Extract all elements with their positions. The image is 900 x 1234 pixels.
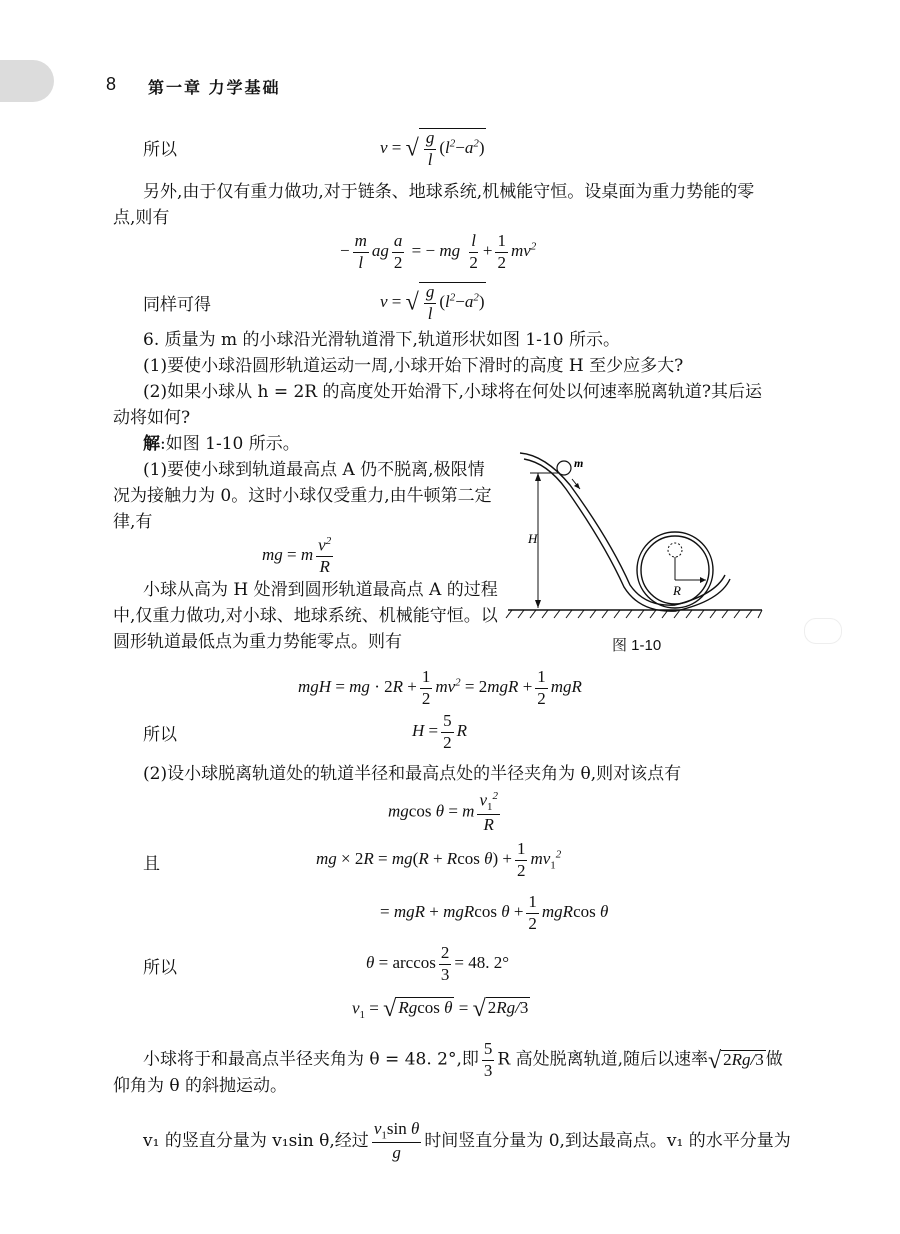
label-tongyang: 同样可得 xyxy=(143,295,211,315)
label-R: R xyxy=(673,583,681,598)
label-H: H xyxy=(528,531,538,546)
equation-energy-2: mg × 2R = mg(R + Rcos θ) + $\frac{1}{2}$ $mv_1^2$ xyxy=(316,839,562,880)
solution-rest: :如图 1-10 所示。 xyxy=(160,434,300,454)
text-line-last xyxy=(143,1120,791,1163)
H-arrow-bottom xyxy=(535,600,541,608)
question-1: (1)要使小球沿圆形轨道运动一周,小球开始下滑时的高度 H 至少应多大? xyxy=(143,356,684,376)
text-line: (2)设小球脱离轨道处的轨道半径和最高点处的半径夹角为 θ,则对该点有 xyxy=(143,764,682,784)
text-line: 另外,由于仅有重力做功,对于链条、地球系统,机械能守恒。设桌面为重力势能的零 xyxy=(143,182,755,202)
question-2b: 动将如何? xyxy=(113,408,191,428)
ground-hatch xyxy=(506,610,762,618)
label-qie: 且 xyxy=(143,854,160,874)
solution-intro xyxy=(143,436,300,453)
page-number: 8 xyxy=(106,74,117,94)
last-pre: v₁ 的竖直分量为 v₁sin θ,经过 xyxy=(143,1131,369,1152)
equation-newton: mg = m $\frac{v^2}{R}$ xyxy=(262,535,332,577)
text-line-conclusion xyxy=(143,1040,783,1080)
equation-v2: v = √ $\frac{g}{l}$ $(l^2-a^2)$ xyxy=(380,282,485,323)
text-line: 圆形轨道最低点为重力势能零点。则有 xyxy=(113,632,402,652)
radius-arrowhead xyxy=(700,577,706,583)
conclusion-pre: 小球将于和最高点半径夹角为 θ = 48. 2°,即 xyxy=(143,1049,479,1070)
frac-5-3: $\frac{5}{3}$ xyxy=(483,1039,493,1080)
label-suoyi-1: 所以 xyxy=(143,140,177,160)
text-line: (1)要使小球到轨道最高点 A 仍不脱离,极限情 xyxy=(143,460,485,480)
ball-dashed xyxy=(668,543,682,557)
text-line: 律,有 xyxy=(113,512,153,532)
label-suoyi-3: 所以 xyxy=(143,958,177,978)
motion-arrowhead xyxy=(574,483,580,489)
text-line: 况为接触力为 0。这时小球仅受重力,由牛顿第二定 xyxy=(113,486,492,506)
equation-theta: θ = arccos $\frac{2}{3}$ = 48. 2° xyxy=(366,943,510,984)
label-suoyi-2: 所以 xyxy=(143,725,177,745)
track-inner xyxy=(524,459,730,611)
text-line: 中,仅重力做功,对小球、地球系统、机械能守恒。以 xyxy=(113,606,498,626)
equation-v1: v = √ $\frac{g}{l}$ $(l^2-a^2)$ xyxy=(380,128,485,169)
H-arrow-top xyxy=(535,473,541,481)
frac-time: $\frac{v_1\sin \theta}{g}$ xyxy=(373,1119,420,1163)
equation-H: H = $\frac{5}{2}$ R xyxy=(412,711,468,752)
last-post: 时间竖直分量为 0,到达最高点。v₁ 的水平分量为 xyxy=(424,1131,791,1152)
watermark-logo xyxy=(804,618,842,644)
question-2a: (2)如果小球从 h = 2R 的高度处开始滑下,小球将在何处以何速率脱离轨道?其后运 xyxy=(143,382,763,402)
header-tab xyxy=(0,60,54,102)
label-m: m xyxy=(574,456,584,470)
equation-mgH: mgH = mg · 2R + $\frac{1}{2}$ $mv^2 = 2mgR$ + $\frac{1}{2}$ mgR xyxy=(298,667,582,708)
problem-6: 6. 质量为 m 的小球沿光滑轨道滑下,轨道形状如图 1-10 所示。 xyxy=(143,330,620,350)
text-line: 点,则有 xyxy=(113,208,170,228)
figure-caption: 图 1-10 xyxy=(612,637,662,654)
equation-v1: $v_1$ = √ Rgcos θ = √ 2Rg/3 xyxy=(352,996,529,1022)
equation-cos: mgcos θ = m $\frac{v_1^2}{R}$ xyxy=(388,790,498,835)
text-line: 小球从高为 H 处滑到圆形轨道最高点 A 的过程 xyxy=(143,580,498,600)
equation-energy: − $\frac{m}{l}$ ag $\frac{a}{2}$ = − mg $\frac{l}{2}$ + $\frac{1}{2}$ $mv^2$ xyxy=(340,231,537,272)
solution-bold: 解 xyxy=(143,434,160,454)
conclusion-post: R 高处脱离轨道,随后以速率 xyxy=(497,1049,708,1070)
conclusion-tail: 做 xyxy=(765,1049,783,1070)
text-line: 仰角为 θ 的斜抛运动。 xyxy=(113,1076,288,1096)
equation-energy-3: = mgR + mgRcos θ + $\frac{1}{2}$ mgRcos θ xyxy=(380,892,609,933)
chapter-title: 第一章 力学基础 xyxy=(148,80,281,97)
sqrt-speed: √ 2Rg/3 xyxy=(707,1047,764,1074)
